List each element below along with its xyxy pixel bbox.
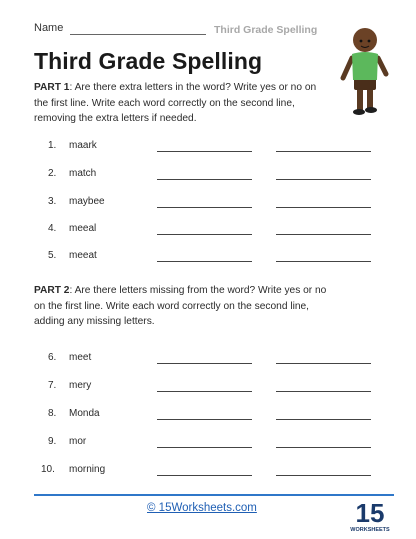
footer-divider: [34, 494, 394, 496]
worksheets-logo: [350, 495, 390, 535]
item-number: 6.: [48, 352, 57, 363]
item-word: meet: [69, 352, 92, 363]
item-number: 3.: [48, 196, 57, 207]
item-number: 2.: [48, 168, 57, 179]
boy-illustration: [340, 20, 390, 120]
answer-line-2[interactable]: [276, 234, 371, 235]
answer-line-1[interactable]: [157, 475, 252, 476]
item-word: meeat: [69, 250, 97, 261]
item-word: maybee: [69, 196, 105, 207]
part1-label: PART 1: [34, 82, 70, 93]
item-number: 5.: [48, 250, 57, 261]
item-word: morning: [69, 464, 106, 475]
answer-line-1[interactable]: [157, 447, 252, 448]
answer-line-1[interactable]: [157, 261, 252, 262]
name-field-line[interactable]: [70, 34, 206, 35]
item-number: 9.: [48, 436, 57, 447]
part2-label: PART 2: [34, 285, 70, 296]
item-word: mery: [69, 380, 92, 391]
answer-line-1[interactable]: [157, 207, 252, 208]
answer-line-2[interactable]: [276, 419, 371, 420]
answer-line-2[interactable]: [276, 475, 371, 476]
answer-line-2[interactable]: [276, 447, 371, 448]
item-number: 8.: [48, 408, 57, 419]
answer-line-1[interactable]: [157, 391, 252, 392]
part2-instructions: [34, 283, 332, 330]
item-number: 4.: [48, 223, 57, 234]
answer-line-2[interactable]: [276, 151, 371, 152]
item-word: meeal: [69, 223, 97, 234]
answer-line-1[interactable]: [157, 151, 252, 152]
footer-copyright-link[interactable]: © 15Worksheets.com: [147, 502, 257, 514]
item-word: mor: [69, 436, 87, 447]
part1-text: : Are there extra letters in the word? Write yes or no on the first line. Write each word correctly on the second line, removing the extra letters if needed.: [34, 82, 317, 124]
answer-line-1[interactable]: [157, 234, 252, 235]
item-word: match: [69, 168, 97, 179]
answer-line-2[interactable]: [276, 363, 371, 364]
item-number: 7.: [48, 380, 57, 391]
page-title: Third Grade Spelling: [34, 48, 263, 74]
answer-line-2[interactable]: [276, 261, 371, 262]
answer-line-2[interactable]: [276, 207, 371, 208]
item-number: 10.: [41, 464, 55, 475]
item-number: 1.: [48, 140, 57, 151]
answer-line-2[interactable]: [276, 391, 371, 392]
answer-line-1[interactable]: [157, 419, 252, 420]
logo-number: 15: [355, 498, 385, 528]
answer-line-1[interactable]: [157, 179, 252, 180]
item-word: Monda: [69, 408, 100, 419]
answer-line-2[interactable]: [276, 179, 371, 180]
answer-line-1[interactable]: [157, 363, 252, 364]
name-label: Name: [34, 22, 64, 34]
part1-instructions: [34, 80, 332, 127]
item-word: maark: [69, 140, 97, 151]
logo-text: WORKSHEETS: [350, 527, 390, 533]
part2-text: : Are there letters missing from the word? Write yes or no on the first line. Write each word correctly on the second line, adding any missing letters.: [34, 285, 327, 327]
header-worksheet-title: Third Grade Spelling: [214, 24, 318, 36]
